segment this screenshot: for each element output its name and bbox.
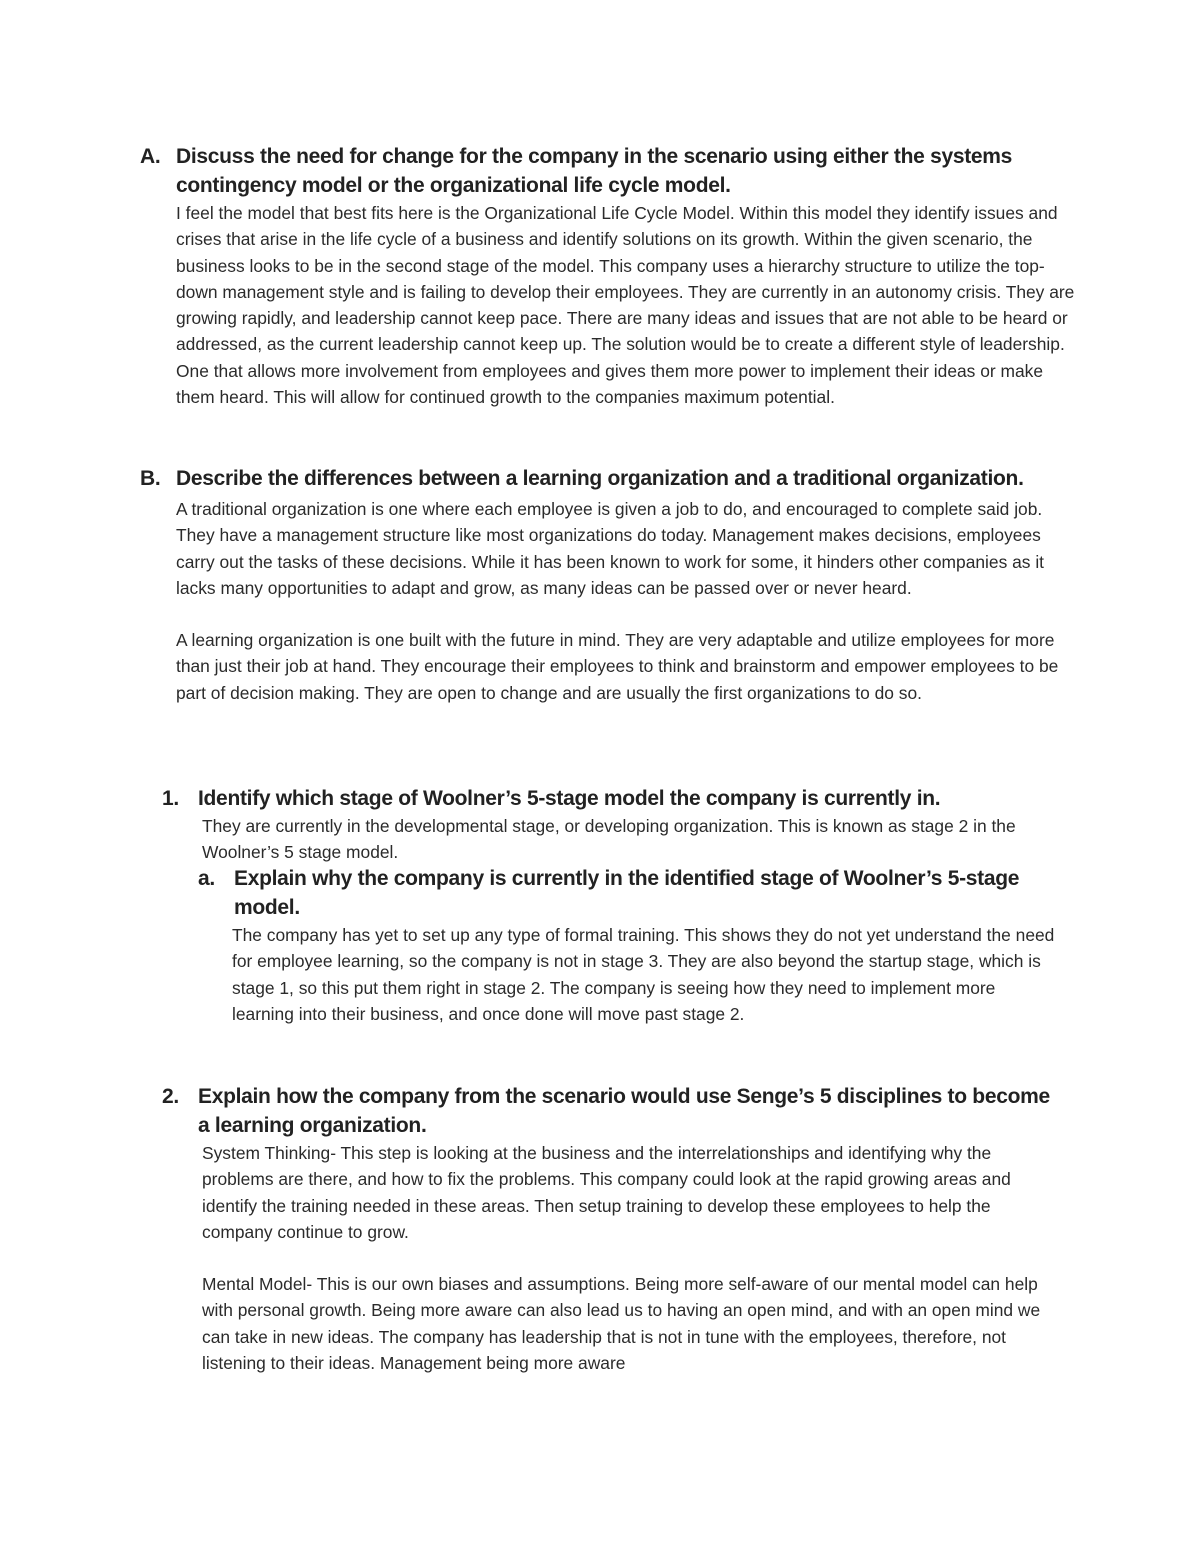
item-1a <box>198 864 1058 1027</box>
section-b-body-traditional: A traditional organization is one where each employee is given a job to do, and encouraged to complete said job. They have a management structure like most organizations do today. Management makes decisions, employees carry out the tasks of these decisions. While it has been known to work for some, it hinders other companies as it lacks many opportunities to adapt and grow, as many ideas can be passed over or never heard. <box>176 499 1045 598</box>
item-1-marker: 1. <box>162 787 179 810</box>
section-b-heading <box>140 464 1080 493</box>
section-a <box>140 142 1080 410</box>
section-a-marker: A. <box>140 145 161 168</box>
item-1a-heading-text: Explain why the company is currently in the identified stage of Woolner’s 5-stage model. <box>234 867 1020 919</box>
item-2-marker: 2. <box>162 1085 179 1108</box>
item-1-heading-text: Identify which stage of Woolner’s 5-stage model the company is currently in. <box>198 787 941 810</box>
item-2-heading-text: Explain how the company from the scenario would use Senge’s 5 disciplines to become a learning organization. <box>198 1085 1050 1137</box>
item-2-heading <box>162 1082 1062 1140</box>
item-2 <box>162 1082 1062 1376</box>
item-2-body-systems-thinking: System Thinking- This step is looking at the business and the interrelationships and identifying why the problems are there, and how to fix the problems. This company could look at the rapid growing areas and identify the training needed in these areas. Then setup training to develop these employees to help the company continue to grow. <box>202 1143 1011 1242</box>
item-1a-heading <box>198 864 1058 922</box>
section-b-heading-text: Describe the differences between a learning organization and a traditional organization. <box>176 467 1024 490</box>
item-2-body-mental-model: Mental Model- This is our own biases and assumptions. Being more self-aware of our mental model can help with personal growth. Being more aware can also lead us to having an open mind, and with an open mind we can take in new ideas. The company has leadership that is not in tune with the employees, therefore, not listening to their ideas. Management being more aware <box>202 1274 1041 1374</box>
section-b <box>140 464 1080 706</box>
section-a-body: I feel the model that best fits here is the Organizational Life Cycle Model. Within this model they identify issues and crises that arise in the life cycle of a business and identify solutions on its growth. Within the given scenario, the business looks to be in the second stage of the model. This company uses a hierarchy structure to utilize the top-down management style and is failing to develop their employees. They are currently in an autonomy crisis. They are growing rapidly, and leadership cannot keep pace. There are many ideas and issues that are not able to be heard or addressed, as the current leadership cannot keep up. The solution would be to create a different style of leadership. One that allows more involvement from employees and gives them more power to implement their ideas or make them heard. This will allow for continued growth to the companies maximum potential. <box>176 203 1075 408</box>
item-1-heading <box>162 784 1062 813</box>
item-1a-marker: a. <box>198 867 215 890</box>
section-a-heading-text: Discuss the need for change for the company in the scenario using either the systems contingency model or the organizational life cycle model. <box>176 145 1013 197</box>
item-1 <box>162 784 1062 866</box>
section-b-marker: B. <box>140 467 161 490</box>
section-b-body-learning: A learning organization is one built with the future in mind. They are very adaptable and utilize employees for more than just their job at hand. They encourage their employees to think and brainstorm and empower employees to be part of decision making. They are open to change and are usually the first organizations to do so. <box>176 630 1059 703</box>
section-a-heading <box>140 142 1080 200</box>
item-1a-body: The company has yet to set up any type of formal training. This shows they do not yet understand the need for employee learning, so the company is not in stage 3. They are also beyond the startup stage, which is stage 1, so this put them right in stage 2. The company is seeing how they need to implement more learning into their business, and once done will move past stage 2. <box>232 925 1055 1024</box>
item-1-body: They are currently in the developmental stage, or developing organization. This is known as stage 2 in the Woolner’s 5 stage model. <box>202 816 1016 863</box>
